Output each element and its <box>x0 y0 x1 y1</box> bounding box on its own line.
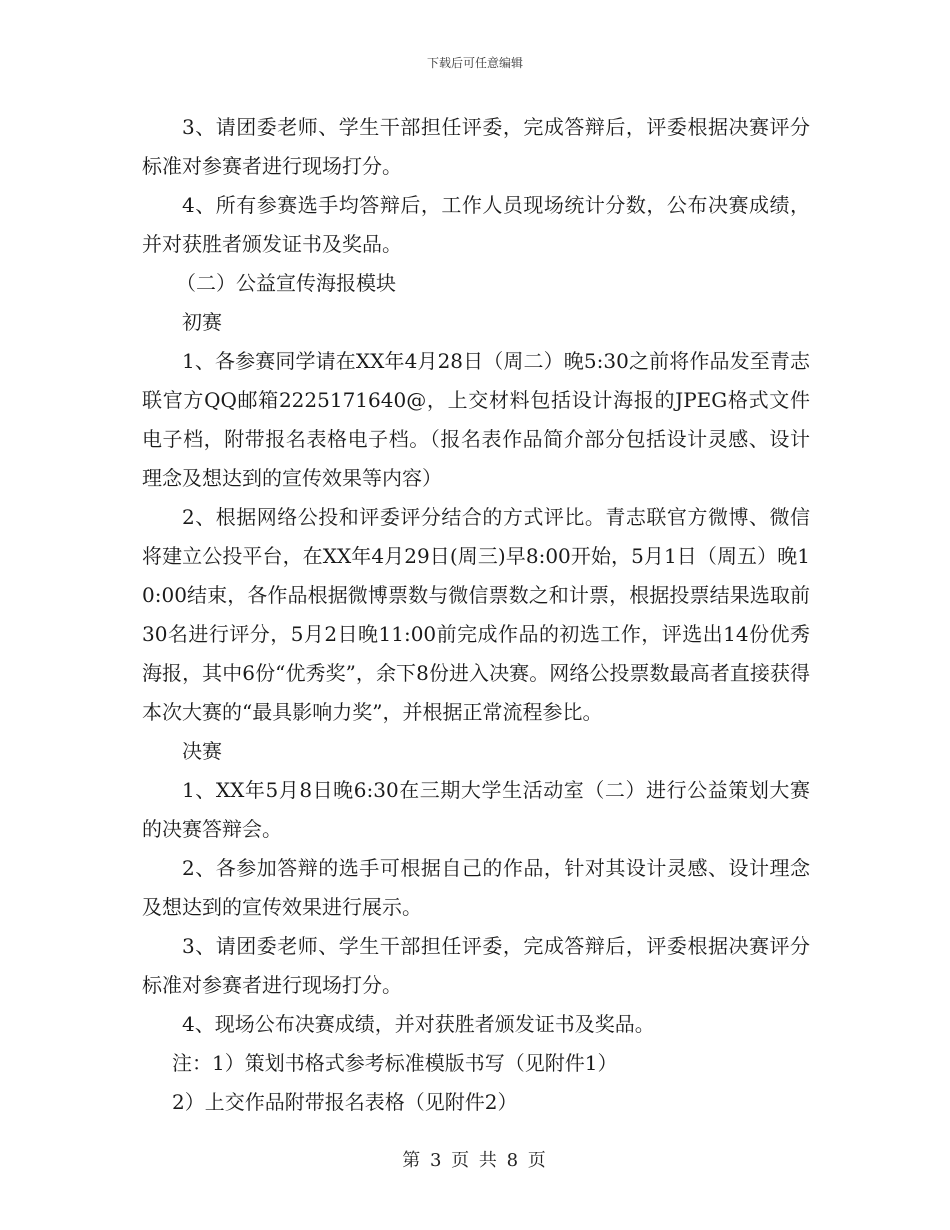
paragraph-presentation: 2、各参加答辩的选手可根据自己的作品，针对其设计灵感、设计理念及想达到的宣传效果进行展示。 <box>142 856 810 919</box>
paragraph-submission: 1、各参赛同学请在XX年4月28日（周二）晚5:30之前将作品发至青志联官方QQ邮箱2225171640@，上交材料包括设计海报的JPEG格式文件电子档，附带报名表格电子档。（报名表作品简介部分包括设计灵感、设计理念及想达到的宣传效果等内容） <box>142 349 810 490</box>
paragraph-judges-scoring-2: 3、请团委老师、学生干部担任评委，完成答辩后，评委根据决赛评分标准对参赛者进行现场打分。 <box>142 934 810 997</box>
paragraph-final-defense: 1、XX年5月8日晚6:30在三期大学生活动室（二）进行公益策划大赛的决赛答辩会。 <box>142 778 810 841</box>
subheading-final: 决赛 <box>182 739 222 763</box>
paragraph-final-results-2: 4、现场公布决赛成绩，并对获胜者颁发证书及奖品。 <box>182 1012 655 1036</box>
page-number-footer: 第 3 页 共 8 页 <box>402 1150 548 1171</box>
subheading-preliminary: 初赛 <box>182 310 222 334</box>
note-attachment-2: 2）上交作品附带报名表格（见附件2） <box>172 1090 518 1114</box>
paragraph-final-results-1: 4、所有参赛选手均答辩后，工作人员现场统计分数，公布决赛成绩，并对获胜者颁发证书及奖品。 <box>142 193 810 256</box>
page-header-note: 下载后可任意编辑 <box>426 56 523 70</box>
note-attachment-1: 注：1）策划书格式参考标准模版书写（见附件1） <box>172 1051 618 1075</box>
paragraph-online-voting: 2、根据网络公投和评委评分结合的方式评比。青志联官方微博、微信将建立公投平台，在XX年4月29日(周三)早8:00开始，5月1日（周五）晚10:00结束，各作品根据微博票数与微信票数之和计票，根据投票结果选取前30名进行评分，5月2日晚11:00前完成作品的初选工作，评选出14份优秀海报，其中6份“优秀奖”，余下8份进入决赛。网络公投票数最高者直接获得本次大赛的“最具影响力奖”，并根据正常流程参比。 <box>142 505 810 724</box>
paragraph-judges-scoring-1: 3、请团委老师、学生干部担任评委，完成答辩后，评委根据决赛评分标准对参赛者进行现场打分。 <box>142 115 810 178</box>
section-heading-poster-module: （二）公益宣传海报模块 <box>176 271 396 295</box>
document-body <box>142 108 810 1122</box>
